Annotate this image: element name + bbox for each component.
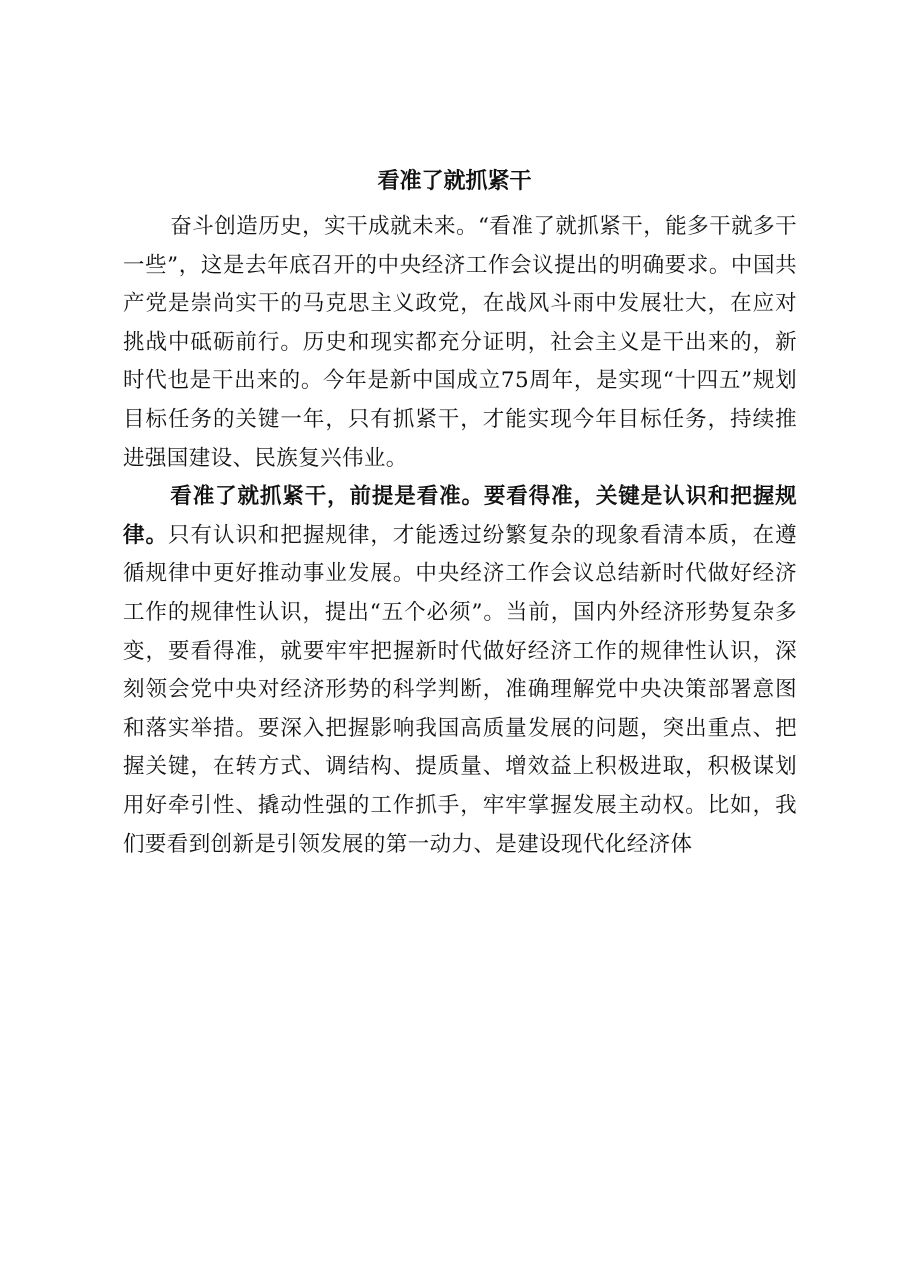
paragraph-2-text: 只有认识和把握规律，才能透过纷繁复杂的现象看清本质，在遵循规律中更好推动事业发展。中央经济工作会议总结新时代做好经济工作的规律性认识，提出“五个必须”。当前，国内外经济形势复杂多变，要看得准，就要牢牢把握新时代做好经济工作的规律性认识，深刻领会党中央对经济形势的科学判断，准确理解党中央决策部署意图和落实举措。要深入把握影响我国高质量发展的问题，突出重点、把握关键，在转方式、调结构、提质量、增效益上积极进取，积极谋划用好牵引性、撬动性强的工作抓手，牢牢掌握发展主动权。比如，我们要看到创新是引领发展的第一动力、是建设现代化经济体 [123,522,798,857]
paragraph-1 [123,208,797,478]
paragraph-2-lead: 看准了就抓紧干，前提是看准。要看得准，关键是认识和把握规律。 [123,484,797,548]
paragraph-1-text: 奋斗创造历史，实干成就未来。“看准了就抓紧干，能多干就多干一些”，这是去年底召开的中央经济工作会议提出的明确要求。中国共产党是崇尚实干的马克思主义政党，在战风斗雨中发展壮大，在应对挑战中砥砺前行。历史和现实都充分证明，社会主义是干出来的，新时代也是干出来的。今年是新中国成立75周年，是实现“十四五”规划目标任务的关键一年，只有抓紧干，才能实现今年目标任务，持续推进强国建设、民族复兴伟业。 [123,214,797,471]
article-body [123,208,797,864]
paragraph-2 [123,478,797,864]
document-title: 看准了就抓紧干 [377,168,532,194]
